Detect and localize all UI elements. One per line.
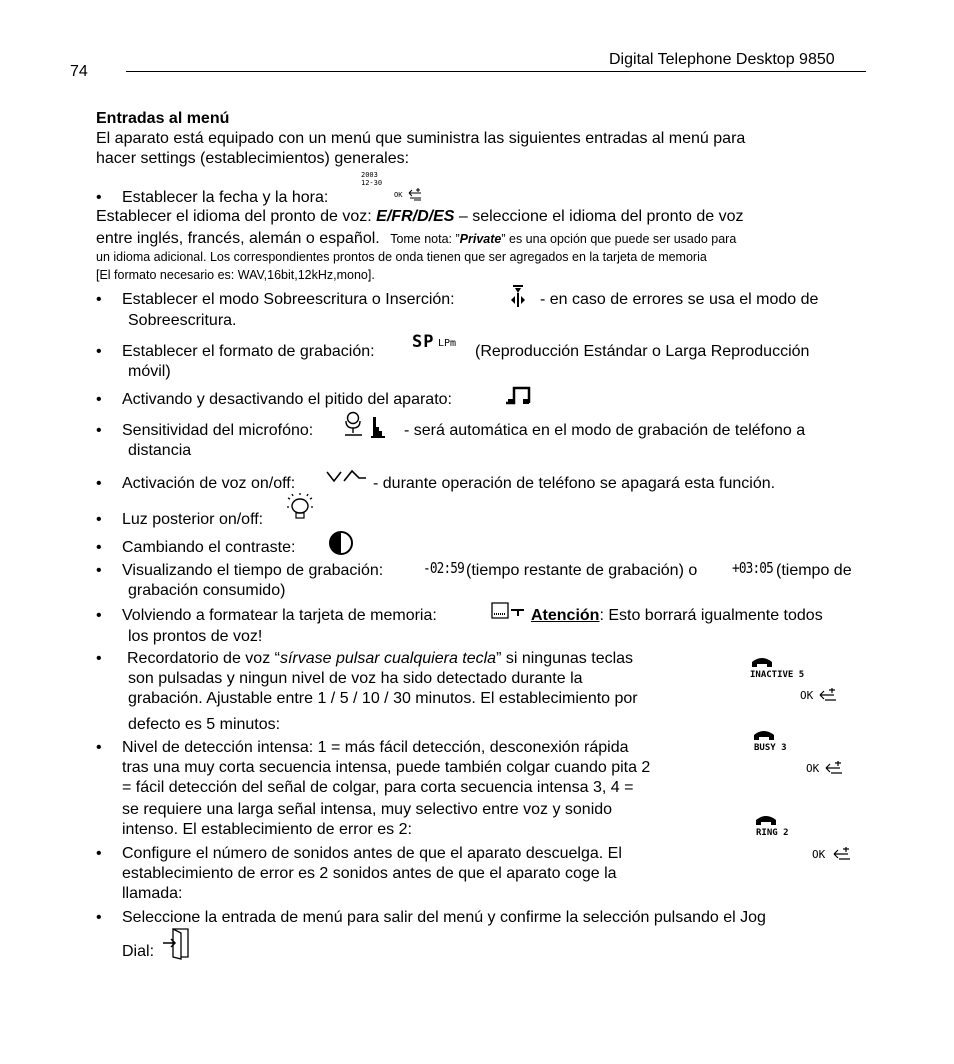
mic-text-3: distancia	[128, 442, 192, 459]
remaining-time-display: -02:59	[423, 559, 464, 577]
detection-text: Nivel de detección intensa: 1 = más fácil detección, desconexión rápida	[122, 739, 629, 756]
lcd-screen-busy	[742, 727, 862, 777]
language-codes: E/FR/D/ES	[376, 208, 455, 225]
enter-arrow-icon	[832, 845, 854, 861]
format-text: Establecer el formato de grabación:	[122, 343, 375, 360]
bullet: •	[96, 650, 102, 667]
format-card-text: Volviendo a formatear la tarjeta de memoria:	[122, 607, 437, 624]
time-text: Visualizando el tiempo de grabación:	[122, 562, 384, 579]
lp-icon: LPm	[438, 338, 457, 349]
bullet: •	[96, 909, 102, 926]
reminder-text: Recordatorio de voz “sírvase pulsar cualquiera tecla” si ningunas teclas	[127, 650, 634, 667]
date-item-text: Establecer la fecha y la hora:	[122, 189, 329, 206]
bullet: •	[96, 607, 102, 624]
language-line-3: un idioma adicional. Los correspondientes prontos de onda tienen que ser agregados en la tarjeta de memoria	[96, 250, 707, 264]
ring-text-2: establecimiento de error es 2 sonidos antes de que el aparato coge la	[122, 865, 617, 882]
voice-text-2: - durante operación de teléfono se apagará esta función.	[373, 475, 776, 492]
phone-handset-icon	[750, 656, 774, 668]
time-text-2: (tiempo restante de grabación) o	[466, 562, 698, 579]
sp-icon: SP	[412, 332, 435, 352]
backlight-text: Luz posterior on/off:	[122, 511, 264, 528]
memory-card-format-icon	[490, 601, 528, 621]
reminder-text-2: son pulsadas y ningun nivel de voz ha sido detectado durante la	[128, 670, 583, 687]
ok-label: OK	[806, 762, 820, 775]
format-text-2: (Reproducción Estándar o Larga Reproducción	[475, 343, 810, 360]
contrast-icon	[327, 530, 355, 556]
header-rule	[126, 71, 866, 72]
bullet: •	[96, 511, 102, 528]
lcd-label: RING 2	[756, 828, 789, 838]
exit-text: Seleccione la entrada de menú para salir del menú y confirme la selección pulsando el Jog	[122, 909, 766, 926]
phone-handset-icon	[754, 814, 778, 826]
time-text-3: (tiempo de	[776, 562, 852, 579]
bullet: •	[96, 475, 102, 492]
detection-text-4: se requiere una larga señal intensa, muy selectivo entre voz y sonido	[122, 801, 613, 818]
bullet: •	[96, 343, 102, 360]
language-line-2: entre inglés, francés, alemán o español. Tome nota: ”Private” es una opción que puede ser usado para	[96, 230, 737, 247]
microphone-icon	[343, 411, 389, 439]
elapsed-time-display: +03:05	[732, 559, 773, 577]
ring-text-3: llamada:	[122, 885, 183, 902]
mic-text-2: - será automática en el modo de grabación de teléfono a	[404, 422, 806, 439]
lcd-label: INACTIVE 5	[750, 670, 805, 680]
attention-label: Atención	[531, 607, 600, 624]
ring-text: Configure el número de sonidos antes de que el aparato descuelga. El	[122, 845, 622, 862]
intro-line: El aparato está equipado con un menú que suministra las siguientes entradas al menú para	[96, 130, 746, 147]
format-card-text-2: Atención: Esto borrará igualmente todos	[531, 607, 823, 624]
voice-activation-icon	[326, 469, 368, 483]
beep-icon	[505, 386, 531, 406]
ok-label: OK	[800, 689, 814, 702]
exit-text-2: Dial:	[122, 943, 155, 960]
bullet: •	[96, 845, 102, 862]
detection-text-2: tras una muy corta secuencia intensa, puede también colgar cuando pita 2	[122, 759, 651, 776]
enter-arrow-icon	[818, 686, 840, 702]
bullet: •	[96, 562, 102, 579]
bullet: •	[96, 291, 102, 308]
lcd-screen-ring	[744, 812, 864, 862]
intro-line: hacer settings (establecimientos) generales:	[96, 150, 410, 167]
mic-text: Sensitividad del microfóno:	[122, 422, 314, 439]
detection-text-5: intenso. El establecimiento de error es 2:	[122, 821, 412, 838]
bullet: •	[96, 739, 102, 756]
bullet: •	[96, 189, 102, 206]
date-day: 12-30	[361, 179, 383, 187]
bullet: •	[96, 391, 102, 408]
format-card-text-3: los prontos de voz!	[128, 628, 263, 645]
bullet: •	[96, 422, 102, 439]
section-heading: Entradas al menú	[96, 110, 230, 127]
overwrite-text-3: Sobreescritura.	[128, 312, 237, 329]
date-year: 2003	[361, 171, 378, 179]
format-text-3: móvil)	[128, 363, 171, 380]
overwrite-text-2: - en caso de errores se usa el modo de	[540, 291, 819, 308]
bullet: •	[96, 539, 102, 556]
enter-arrow-icon	[407, 186, 425, 202]
time-text-4: grabación consumido)	[128, 582, 286, 599]
backlight-bulb-icon	[286, 492, 314, 522]
document-title: Digital Telephone Desktop 9850	[609, 51, 835, 68]
language-line-4: [El formato necesario es: WAV,16bit,12kHz,mono].	[96, 268, 375, 282]
ok-label: OK	[394, 191, 403, 199]
detection-text-3: = fácil detección del señal de colgar, para corta secuencia intensa 3, 4 =	[122, 779, 634, 796]
beep-text: Activando y desactivando el pitido del aparato:	[122, 391, 452, 408]
page-number: 74	[70, 63, 88, 80]
enter-arrow-icon	[824, 759, 846, 775]
reminder-text-4: defecto es 5 minutos:	[128, 716, 281, 733]
overwrite-insert-icon	[508, 284, 528, 310]
lcd-label: BUSY 3	[754, 743, 787, 753]
lcd-screen-inactive	[740, 654, 860, 704]
language-line-1: Establecer el idioma del pronto de voz: E/FR/D/ES – seleccione el idioma del pronto de voz	[96, 208, 744, 225]
overwrite-text: Establecer el modo Sobreescritura o Inserción:	[122, 291, 455, 308]
contrast-text: Cambiando el contraste:	[122, 539, 296, 556]
ok-label: OK	[812, 848, 826, 861]
phone-handset-icon	[752, 729, 776, 741]
exit-door-icon	[162, 926, 192, 960]
voice-text: Activación de voz on/off:	[122, 475, 296, 492]
reminder-text-3: grabación. Ajustable entre 1 / 5 / 10 / 30 minutos. El establecimiento por	[128, 690, 638, 707]
